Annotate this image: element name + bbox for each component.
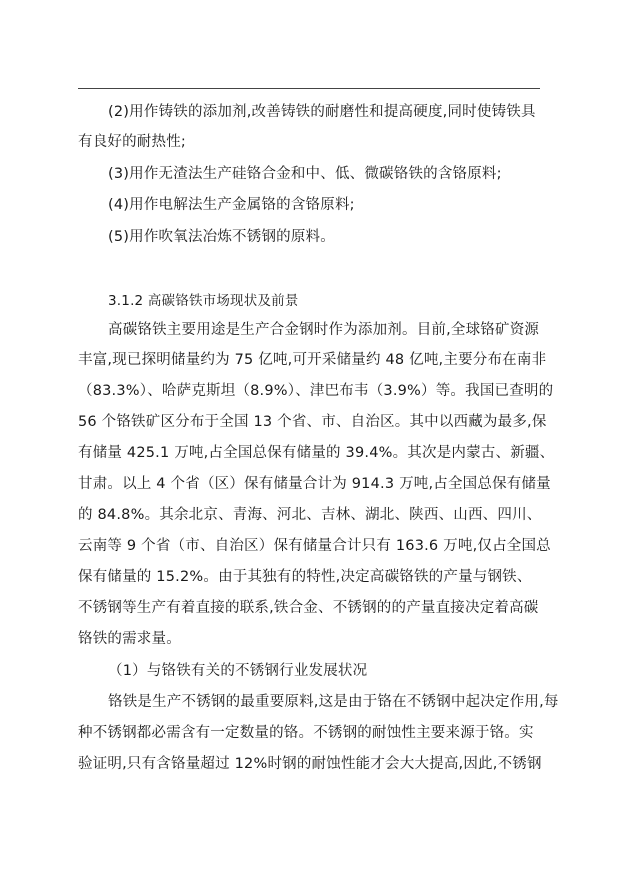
list-item-3: (3)用作无渣法生产硅铬合金和中、低、微碳铬铁的含铬原料; (108, 166, 502, 182)
header-rule (78, 88, 540, 89)
paragraph-line: 种不锈钢都必需含有一定数量的铬。不锈钢的耐蚀性主要来源于铬。实 (78, 725, 534, 741)
section-heading: 3.1.2 高碳铬铁市场现状及前景 (108, 293, 299, 309)
paragraph-line: 验证明,只有含铬量超过 12%时钢的耐蚀性能才会大大提高,因此,不锈钢 (78, 756, 542, 772)
sub-heading: （1）与铬铁有关的不锈钢行业发展状况 (108, 663, 368, 679)
paragraph-line: 高碳铬铁主要用途是生产合金钢时作为添加剂。目前,全球铬矿资源 (108, 322, 540, 338)
paragraph-line: 甘肃。以上 4 个省（区）保有储量合计为 914.3 万吨,占全国总保有储量 (78, 476, 551, 492)
list-item-2-cont: 有良好的耐热性; (78, 134, 186, 150)
paragraph-line: 保有储量的 15.2%。由于其独有的特性,决定高碳铬铁的产量与钢铁、 (78, 569, 532, 585)
paragraph-line: 的 84.8%。其余北京、青海、河北、吉林、湖北、陕西、山西、四川、 (78, 507, 542, 523)
paragraph-line: 有储量 425.1 万吨,占全国总保有储量的 39.4%。其次是内蒙古、新疆、 (78, 445, 555, 461)
list-item-4: (4)用作电解法生产金属铬的含铬原料; (108, 197, 355, 213)
list-item-2: (2)用作铸铁的添加剂,改善铸铁的耐磨性和提高硬度,同时使铸铁具 (108, 104, 536, 120)
paragraph-line: 56 个铬铁矿区分布于全国 13 个省、市、自治区。其中以西藏为最多,保 (78, 414, 547, 430)
paragraph-line: 丰富,现已探明储量约为 75 亿吨,可开采储量约 48 亿吨,主要分布在南非 (78, 352, 547, 368)
paragraph-line: 铬铁的需求量。 (78, 631, 181, 647)
paragraph-line: 不锈钢等生产有着直接的联系,铁合金、不锈钢的的产量直接决定着高碳 (78, 600, 539, 616)
paragraph-line: 铬铁是生产不锈钢的最重要原料,这是由于铬在不锈钢中起决定作用,每 (108, 694, 559, 710)
list-item-5: (5)用作吹氧法冶炼不锈钢的原料。 (108, 229, 335, 245)
paragraph-line: 云南等 9 个省（市、自治区）保有储量合计只有 163.6 万吨,仅占全国总 (78, 538, 551, 554)
paragraph-line: （83.3%）、哈萨克斯坦（8.9%）、津巴布韦（3.9%）等。我国已查明的 (78, 383, 554, 399)
